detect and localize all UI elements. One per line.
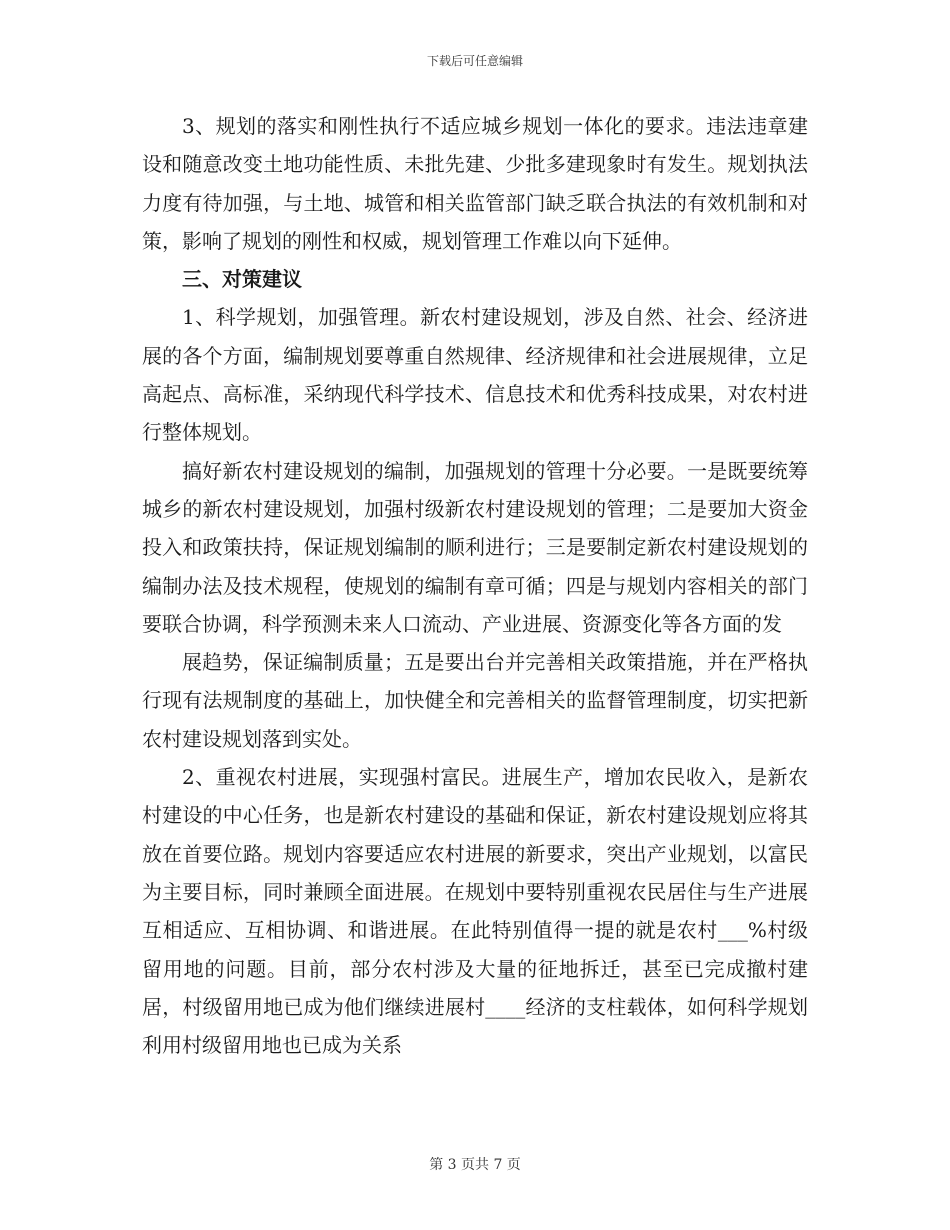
paragraph-development-trend: 展趋势，保证编制质量；五是要出台并完善相关政策措施，并在严格执行现有法规制度的基础上，加快健全和完善相关的监督管理制度，切实把新农村建设规划落到实处。 bbox=[142, 650, 808, 751]
section-heading-countermeasures: 三、对策建议 bbox=[182, 267, 302, 292]
paragraph-1-scientific-planning: 1、科学规划，加强管理。新农村建设规划，涉及自然、社会、经济进展的各个方面，编制规划要尊重自然规律、经济规律和社会进展规律，立足高起点、高标准，采纳现代科学技术、信息技术和优秀科技成果，对农村进行整体规划。 bbox=[142, 305, 808, 445]
page-footer: 第 3 页共 7 页 bbox=[429, 1157, 521, 1173]
page-header: 下载后可任意编辑 bbox=[426, 54, 523, 68]
paragraph-2-rural-development: 2、重视农村进展，实现强村富民。进展生产，增加农民收入，是新农村建设的中心任务，也是新农村建设的基础和保证，新农村建设规划应将其放在首要位路。规划内容要适应农村进展的新要求，突出产业规划，以富民为主要目标，同时兼顾全面进展。在规划中要特别重视农民居住与生产进展互相适应、互相协调、和谐进展。在此特别值得一提的就是农村___%村级留用地的问题。目前，部分农村涉及大量的征地拆迁，甚至已完成撤村建居，村级留用地已成为他们继续进展村____经济的支柱载体，如何科学规划利用村级留用地也已成为关系 bbox=[142, 765, 808, 1058]
paragraph-3-planning-enforcement: 3、规划的落实和刚性执行不适应城乡规划一体化的要求。违法违章建设和随意改变土地功能性质、未批先建、少批多建现象时有发生。规划执法力度有待加强，与土地、城管和相关监管部门缺乏联合执法的有效机制和对策，影响了规划的刚性和权威，规划管理工作难以向下延伸。 bbox=[142, 114, 808, 253]
document-body bbox=[142, 107, 808, 1064]
paragraph-planning-compilation: 搞好新农村建设规划的编制，加强规划的管理十分必要。一是既要统筹城乡的新农村建设规划，加强村级新农村建设规划的管理；二是要加大资金投入和政策扶持，保证规划编制的顺利进行；三是要制定新农村建设规划的编制办法及技术规程，使规划的编制有章可循；四是与规划内容相关的部门要联合协调，科学预测未来人口流动、产业进展、资源变化等各方面的发 bbox=[142, 458, 808, 636]
